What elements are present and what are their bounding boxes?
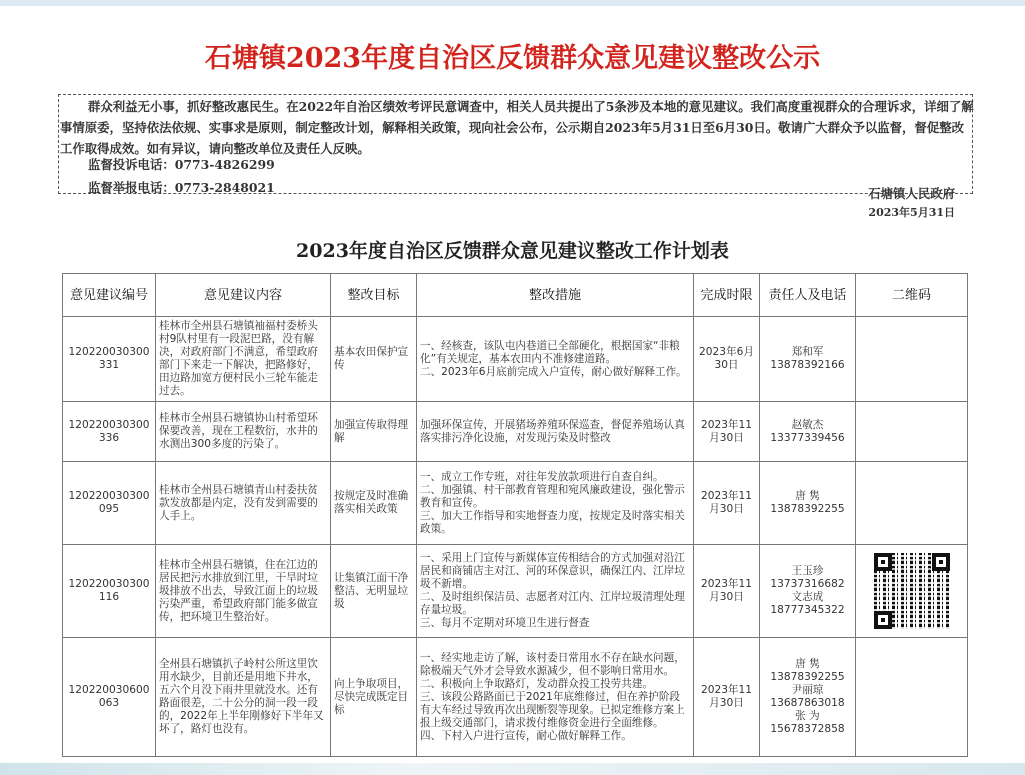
- plan-table: [62, 273, 968, 757]
- qr-code-icon[interactable]: [874, 553, 950, 629]
- cell-content: 桂林市全州县石塘镇青山村委扶贫款发放都是内定，没有发到需要的人手上。: [156, 462, 331, 545]
- table-row: [63, 638, 968, 757]
- cell-measures: 加强环保宣传，开展猪场养殖环保巡查，督促养殖场认真落实排污净化设施，对发现污染及时整改: [417, 402, 694, 462]
- cell-content: 桂林市全州县石塘镇，住在江边的居民把污水排放到江里，干旱时垃圾排放不出去，导致江面上的垃圾污染严重，希望政府部门能多做宣传，把环境卫生整治好。: [156, 545, 331, 638]
- table-title: 2023年度自治区反馈群众意见建议整改工作计划表: [296, 240, 729, 262]
- cell-deadline: 2023年6月30日: [694, 317, 760, 402]
- header-measures: 整改措施: [417, 274, 694, 317]
- cell-qr: [856, 462, 968, 545]
- cell-measures: 一、成立工作专班，对往年发放款项进行自查自纠。 二、加强镇、村干部教育管理和宛风廉政建设，强化警示教育和宣传。 三、加大工作指导和实地督查力度，按规定及时落实相关政策。: [417, 462, 694, 545]
- cell-id: 120220030300116: [63, 545, 156, 638]
- top-border: [0, 0, 1025, 6]
- cell-person: 唐 隽 13878392255: [760, 462, 856, 545]
- cell-goal: 按规定及时准确落实相关政策: [331, 462, 417, 545]
- cell-measures: 一、采用上门宣传与新媒体宣传相结合的方式加强对沿江居民和商铺店主对江、河的环保意识，确保江内、江岸垃圾不新增。 二、及时组织保洁员、志愿者对江内、江岸垃圾清理处理存量垃圾。 三、每月不定期对环境卫生进行督查: [417, 545, 694, 638]
- header-deadline: 完成时限: [694, 274, 760, 317]
- qr-finder: [932, 553, 950, 571]
- header-qr: 二维码: [856, 274, 968, 317]
- complaint-phone: 监督投诉电话：0773-4826299: [88, 157, 275, 172]
- cell-person: 郑和军 13878392166: [760, 317, 856, 402]
- cell-deadline: 2023年11月30日: [694, 545, 760, 638]
- cell-goal: 基本农田保护宣传: [331, 317, 417, 402]
- issue-date: 2023年5月31日: [868, 206, 955, 219]
- cell-content: 全州县石塘镇扒子岭村公所这里饮用水缺少，目前还是用地下井水，五六个月没下雨井里就没水。还有路面很差，二十公分的洞一段一段的，2022年上半年刚修好下半年又坏了，路灯也没有。: [156, 638, 331, 757]
- cell-deadline: 2023年11月30日: [694, 638, 760, 757]
- page-title: 石塘镇2023年度自治区反馈群众意见建议整改公示: [204, 43, 821, 74]
- bottom-decoration: [0, 763, 1025, 775]
- table-row: [63, 545, 968, 638]
- cell-id: 120220030300336: [63, 402, 156, 462]
- cell-qr: [856, 638, 968, 757]
- cell-measures: 一、经核查，该队屯内巷道已全部硬化，根据国家“非粮化”有关规定，基本农田内不准修建道路。 二、2023年6月底前完成入户宣传，耐心做好解释工作。: [417, 317, 694, 402]
- cell-content: 桂林市全州县石塘镇协山村希望环保要改善，现在工程数衍，水井的水测出300多度的污染了。: [156, 402, 331, 462]
- cell-measures: 一、经实地走访了解，该村委日常用水不存在缺水问题，除极端天气外才会导致水源减少，但不影响日常用水。 二、积极向上争取路灯，发动群众投工投劳共建。 三、该段公路路面已于2021年底维修过，但在养护阶段有大车经过导致再次出现断裂等现象。已拟定维修方案上报上级交通部门，请求拨付维修资金进行全面维修。 四、下村入户进行宣传，耐心做好解释工作。: [417, 638, 694, 757]
- cell-id: 120220030300095: [63, 462, 156, 545]
- table-row: [63, 462, 968, 545]
- table-row: [63, 317, 968, 402]
- cell-deadline: 2023年11月30日: [694, 462, 760, 545]
- cell-qr: [856, 545, 968, 638]
- cell-deadline: 2023年11月30日: [694, 402, 760, 462]
- table-row: [63, 402, 968, 462]
- issuer: 石塘镇人民政府: [868, 186, 955, 201]
- cell-content: 桂林市全州县石塘镇袖福村委桥头村9队村里有一段泥巴路，没有解决，对政府部门不满意，希望政府部门下来走一下解决，把路修好，田边路加宽方便村民小三轮车能走过去。: [156, 317, 331, 402]
- header-person: 责任人及电话: [760, 274, 856, 317]
- cell-person: 唐 隽 13878392255 尹丽琼 13687863018 张 为 15678372858: [760, 638, 856, 757]
- cell-id: 120220030600063: [63, 638, 156, 757]
- cell-goal: 向上争取项目，尽快完成既定目标: [331, 638, 417, 757]
- qr-finder: [874, 611, 892, 629]
- report-phone: 监督举报电话：0773-2848021: [88, 180, 275, 195]
- qr-finder: [874, 553, 892, 571]
- header-content: 意见建议内容: [156, 274, 331, 317]
- cell-goal: 加强宣传取得理解: [331, 402, 417, 462]
- notice-paragraph: 群众利益无小事，抓好整改惠民生。在2022年自治区绩效考评民意调查中，相关人员共提出了5条涉及本地的意见建议。我们高度重视群众的合理诉求，详细了解事情原委，坚持依法依规、实事求是原则，制定整改计划，解释相关政策，现向社会公布，公示期自2023年5月31日至6月30日。敬请广大群众予以监督，督促整改工作取得成效。如有异议，请向整改单位及责任人反映。: [60, 99, 974, 156]
- cell-qr: [856, 317, 968, 402]
- table-header-row: [63, 274, 968, 317]
- cell-person: 王玉珍 13737316682 文志成 18777345322: [760, 545, 856, 638]
- cell-goal: 让集镇江面干净整洁、无明显垃圾: [331, 545, 417, 638]
- cell-qr: [856, 402, 968, 462]
- cell-id: 120220030300331: [63, 317, 156, 402]
- header-id: 意见建议编号: [63, 274, 156, 317]
- cell-person: 赵敏杰 13377339456: [760, 402, 856, 462]
- header-goal: 整改目标: [331, 274, 417, 317]
